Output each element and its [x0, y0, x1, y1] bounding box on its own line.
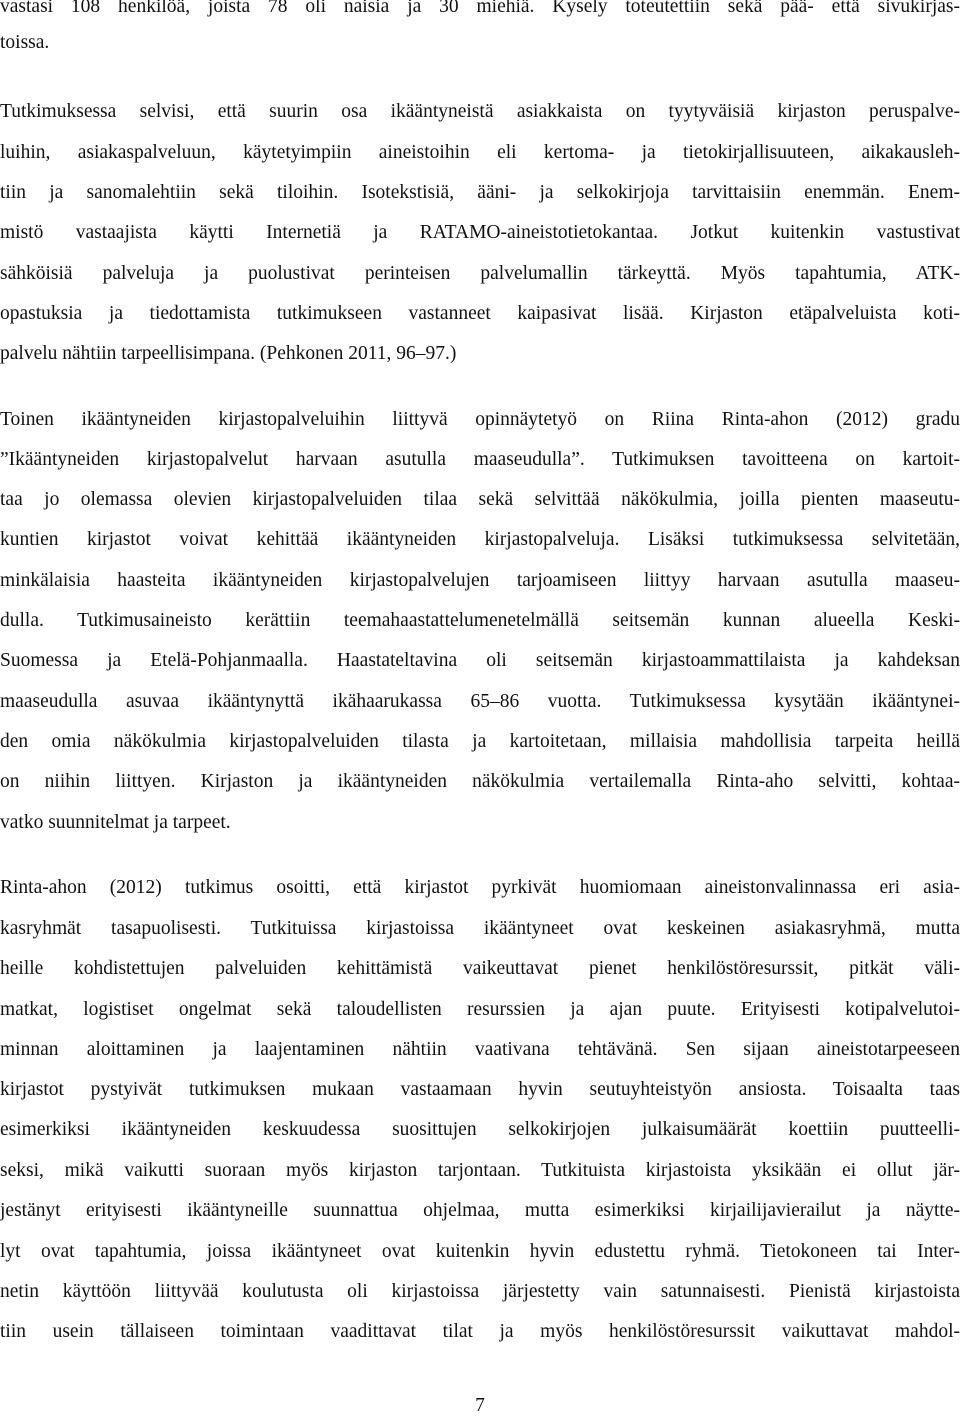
text-line: maaseudulla asuvaa ikääntynyttä ikähaarukassa 65–86 vuotta. Tutkimuksessa kysytään ikääntynei-	[0, 691, 960, 712]
text-line: opastuksia ja tiedottamista tutkimukseen vastanneet kaipasivat lisää. Kirjaston etäpalveluista koti-	[0, 303, 960, 324]
page-number: 7	[475, 1395, 485, 1416]
text-line: vatko suunnitelmat ja tarpeet.	[0, 812, 231, 833]
text-line: luihin, asiakaspalveluun, käytetyimpiin aineistoihin eli kertoma- ja tietokirjallisuuteen, aikakausleh-	[0, 142, 960, 163]
text-line: minnan aloittaminen ja laajentaminen nähtiin vaativana tehtävänä. Sen sijaan aineistotarpeeseen	[0, 1039, 960, 1060]
text-line: jestänyt erityisesti ikääntyneille suunnattua ohjelmaa, mutta esimerkiksi kirjailijavierailut ja näytte-	[0, 1200, 960, 1221]
text-line: Toinen ikääntyneiden kirjastopalveluihin liittyvä opinnäytetyö on Riina Rinta-ahon (2012) gradu	[0, 409, 960, 430]
text-line: mistö vastaajista käytti Internetiä ja RATAMO-aineistotietokantaa. Jotkut kuitenkin vastustivat	[0, 222, 960, 243]
text-line: Rinta-ahon (2012) tutkimus osoitti, että kirjastot pyrkivät huomiomaan aineistonvalinnassa eri asia-	[0, 877, 960, 898]
text-line: palvelu nähtiin tarpeellisimpana. (Pehkonen 2011, 96–97.)	[0, 343, 457, 364]
text-line: Suomessa ja Etelä-Pohjanmaalla. Haastateltavina oli seitsemän kirjastoammattilaista ja kahdeksan	[0, 650, 960, 671]
text-line: kuntien kirjastot voivat kehittää ikääntyneiden kirjastopalveluja. Lisäksi tutkimuksessa selvitetään,	[0, 529, 960, 550]
text-line: heille kohdistettujen palveluiden kehittämistä vaikeuttavat pienet henkilöstöresurssit, pitkät väli-	[0, 958, 960, 979]
text-line: kasryhmät tasapuolisesti. Tutkituissa kirjastoissa ikääntyneet ovat keskeinen asiakasryhmä, mutta	[0, 918, 960, 939]
text-line: seksi, mikä vaikutti suoraan myös kirjaston tarjontaan. Tutkituista kirjastoista yksikään ei ollut jär-	[0, 1160, 960, 1181]
text-line: den omia näkökulmia kirjastopalveluiden tilasta ja kartoitetaan, millaisia mahdollisia tarpeita heillä	[0, 731, 960, 752]
text-line: dulla. Tutkimusaineisto kerättiin teemahaastattelumenetelmällä seitsemän kunnan alueella Keski-	[0, 610, 960, 631]
text-line: vastasi 108 henkilöä, joista 78 oli naisia ja 30 miehiä. Kysely toteutettiin sekä pää- että sivukirjas-	[0, 0, 960, 17]
text-line: esimerkiksi ikääntyneiden keskuudessa suosittujen selkokirjojen julkaisumäärät koettiin puutteelli-	[0, 1119, 960, 1140]
text-line: tiin usein tällaiseen toimintaan vaadittavat tilat ja myös henkilöstöresurssit vaikuttavat mahdol-	[0, 1321, 960, 1342]
text-line: lyt ovat tapahtumia, joissa ikääntyneet ovat kuitenkin hyvin edustettu ryhmä. Tietokoneen tai Inter-	[0, 1241, 960, 1262]
text-line: taa jo olemassa olevien kirjastopalveluiden tilaa sekä selvittää näkökulmia, joilla pienten maaseutu-	[0, 489, 960, 510]
text-line: kirjastot pystyivät tutkimuksen mukaan vastaamaan hyvin seutuyhteistyön ansiosta. Toisaalta taas	[0, 1079, 960, 1100]
text-line: sähköisiä palveluja ja puolustivat perinteisen palvelumallin tärkeyttä. Myös tapahtumia, ATK-	[0, 263, 960, 284]
text-line: Tutkimuksessa selvisi, että suurin osa ikääntyneistä asiakkaista on tyytyväisiä kirjaston peruspalve-	[0, 101, 960, 122]
text-line: toissa.	[0, 32, 50, 53]
text-line: netin käyttöön liittyvää koulutusta oli kirjastoissa järjestetty vain satunnaisesti. Pienistä kirjastoista	[0, 1281, 960, 1302]
text-line: ”Ikääntyneiden kirjastopalvelut harvaan asutulla maaseudulla”. Tutkimuksen tavoitteena on kartoit-	[0, 449, 960, 470]
text-line: on niihin liittyen. Kirjaston ja ikääntyneiden näkökulmia vertailemalla Rinta-aho selvitti, kohtaa-	[0, 771, 960, 792]
text-line: tiin ja sanomalehtiin sekä tiloihin. Isotekstisiä, ääni- ja selkokirjoja tarvittaisiin enemmän. Enem-	[0, 182, 960, 203]
text-line: minkälaisia haasteita ikääntyneiden kirjastopalvelujen tarjoamiseen liittyy harvaan asutulla maaseu-	[0, 570, 960, 591]
text-line: matkat, logistiset ongelmat sekä taloudellisten resurssien ja ajan puute. Erityisesti kotipalvelutoi-	[0, 999, 960, 1020]
